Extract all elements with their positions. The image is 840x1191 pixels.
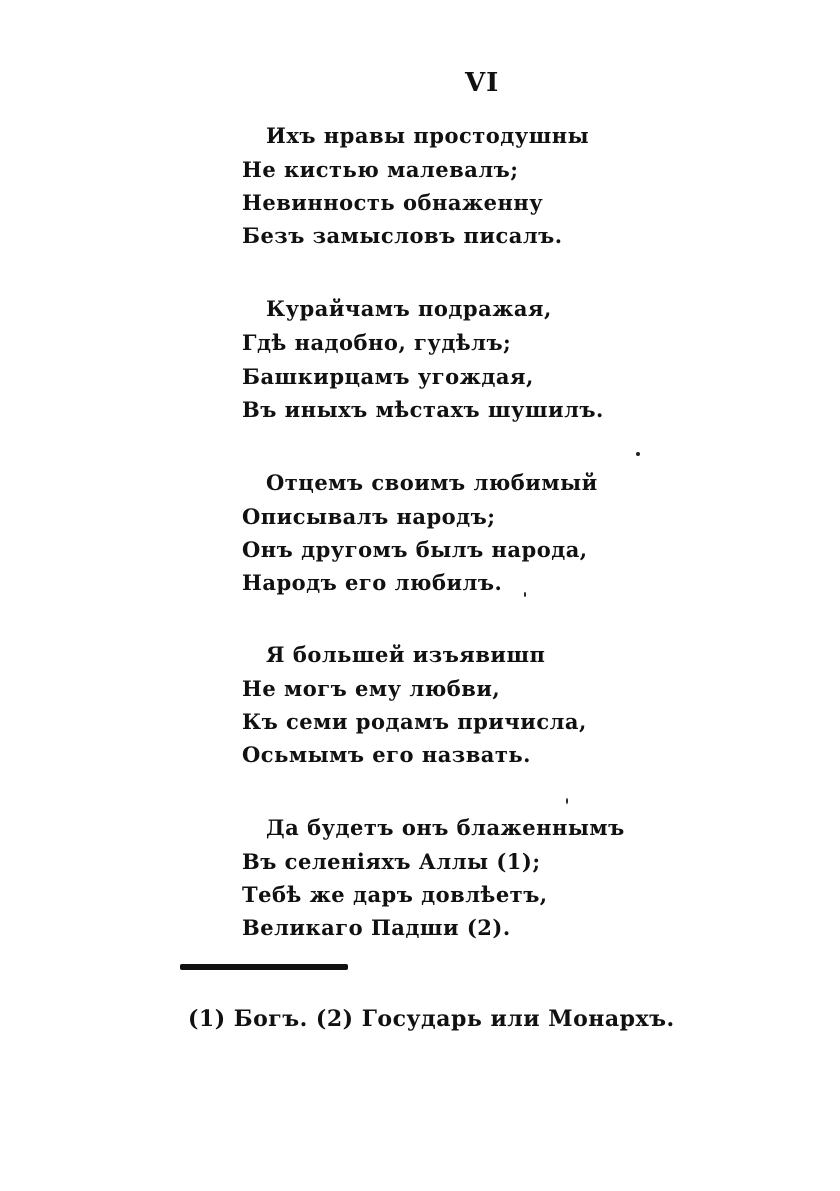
- scan-speck: [524, 592, 526, 597]
- verse-line: Курайчамъ подражая,: [266, 296, 552, 321]
- scan-speck: [636, 452, 640, 456]
- verse-line: Тебѣ же даръ довлѣетъ,: [242, 882, 548, 907]
- verse-line: Не могъ ему любви,: [242, 676, 501, 701]
- verse-line: Въ селеніяхъ Аллы (1);: [242, 849, 541, 874]
- verse-line: Не кистью малевалъ;: [242, 157, 519, 182]
- verse-line: Да будетъ онъ блаженнымъ: [266, 815, 625, 840]
- footnote-rule: [180, 964, 348, 970]
- verse-line: Великаго Падши (2).: [242, 915, 511, 940]
- footnote: (1) Богъ. (2) Государь или Монархъ.: [188, 1006, 675, 1032]
- verse-line: Невинность обнаженну: [242, 190, 544, 215]
- verse-line: Башкирцамъ угождая,: [242, 364, 534, 389]
- verse-line: Осьмымъ его назвать.: [242, 742, 531, 767]
- verse-line: Я большей изъявишп: [266, 642, 546, 667]
- page-number: VI: [465, 68, 500, 98]
- verse-line: Отцемъ своимъ любимый: [266, 470, 598, 495]
- scan-speck: [566, 798, 568, 804]
- verse-line: Описывалъ народъ;: [242, 504, 496, 529]
- verse-line: Ихъ нравы простодушны: [266, 123, 590, 148]
- verse-line: Народъ его любилъ.: [242, 570, 503, 595]
- verse-line: Въ иныхъ мѣстахъ шушилъ.: [242, 397, 604, 422]
- verse-line: Онъ другомъ былъ народа,: [242, 537, 588, 562]
- verse-line: Гдѣ надобно, гудѣлъ;: [242, 330, 512, 355]
- verse-line: Къ семи родамъ причисла,: [242, 709, 587, 734]
- verse-line: Безъ замысловъ писалъ.: [242, 223, 563, 248]
